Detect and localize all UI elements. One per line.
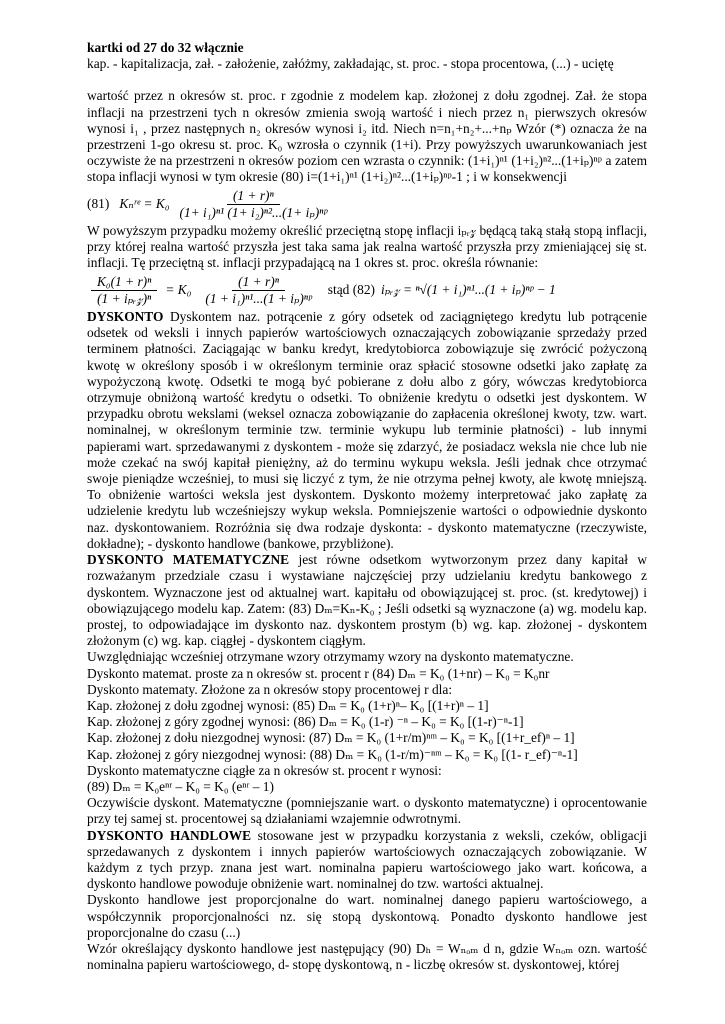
formula-81-label: (81) [87,196,110,212]
formula-line: Uwzględniając wcześniej otrzymane wzory otrzymamy wzory na dyskonto matematyczne. [87,649,574,665]
formula-82-right-fraction [199,274,317,307]
blank-line [87,72,647,88]
formula-line: Kap. złożonej z dołu niezgodnej wynosi: (87) Dₘ = K₀ (1+r/m)ⁿᵐ – K₀ = K₀ [(1+r_ef)ⁿ – 1] [87,730,575,746]
document-title: kartki od 27 do 32 włącznie [87,40,244,55]
handlowe-text: stosowane jest w przypadku korzystania z weksli, czeków, obligacji sprzedawanych z dyskontem i innych papierów wartościowych oznaczających zobowiązanie. W każdym z tych przyp. znana jest wart. nominalna papieru wartościowego jako wart. końcowa, a dyskonto handlowe powoduje obniżenie wart. nominalnej do tzw. wartości aktualnej. [87,827,647,892]
formula-82-left-fraction [91,274,157,307]
handlowe-paragraph-2: Dyskonto handlowe jest proporcjonalne do wart. nominalnej danego papieru wartościowego, a współczynnik proporcjonalności nz. się stopą dyskontową. Ponadto dyskonto handlowe jest proporcjonalne do czasu (...) [87,892,647,940]
formula-82-right-denominator: (1 + i₁)ⁿ¹...(1 + iₚ)ⁿᵖ [205,290,312,306]
intro-paragraph: wartość przez n okresów st. proc. r zgodnie z modelem kap. złożonej z dołu zgodnej. Zał. że stopa inflacji na przestrzeni tych n okresów zmienia swoją wartość i niech przez n₁ pierwszych okresów wynosi i₁ , przez następnych n₂ okresów wynosi i₂ itd. Niech n=n₁+n₂+...+nₚ Wzór (*) oznacza że na przestrzeni 1-go okresu st. proc. K₀ wzrosła o czynnik (1+i). Przy powyższych uwarunkowaniach jest oczywiste że na przestrzeni n okresów poziom cen wzrasta o czynnik: (1+i₁)ⁿ¹ (1+i₂)ⁿ²...(1+iₚ)ⁿᵖ a zatem stopa inflacji wynosi w tym okresie (80) i=(1+i₁)ⁿ¹ (1+i₂)ⁿ²...(1+iₚ)ⁿᵖ-1 ; i w konsekwencji [87,88,647,185]
formula-82-left-numerator: K₀(1 + r)ⁿ [91,274,157,291]
formula-81 [87,188,647,221]
formula-82-mid: = K₀ [165,282,192,298]
formula-line: Kap. złożonej z dołu zgodnej wynosi: (85) Dₘ = K₀ (1+r)ⁿ– K₀ [(1+r)ⁿ – 1] [87,697,489,713]
matematyczne-heading: DYSKONTO MATEMATYCZNE [87,552,290,568]
formula-82 [87,274,647,307]
document-page [87,40,647,973]
handlowe-paragraph [87,828,647,893]
formula-line: (89) Dₘ = K₀eⁿʳ – K₀ = K₀ (eⁿʳ – 1) [87,778,274,794]
formula-81-denominator: (1+ i₁)ⁿ¹ (1+ i₂)ⁿ²...(1+ iₚ)ⁿᵖ [179,204,328,220]
dyskonto-heading: DYSKONTO [87,309,164,325]
formula-line: Dyskonto matematyczne ciągłe za n okresów st. procent r wynosi: [87,762,442,778]
matematyczne-paragraph [87,552,647,649]
formula-82-left-denominator: (1 + iₚᵣ𝓏)ⁿ [97,290,152,306]
formula-82-stad: stąd (82) [327,282,376,298]
formula-81-lhs: Kₙʳᵉ = K₀ [119,196,170,212]
formula-line: Dyskonto matematy. Złożone za n okresów stopy procentowej r dla: [87,681,453,697]
inflation-paragraph: W powyższym przypadku możemy określić przeciętną stopę inflacji iₚᵣ𝓏 będącą taką stałą stopą inflacji, przy której realna wartość przyszła jest taka sama jak realna wartość przyszła przy zmieniającej się st. inflacji. Tę przeciętną st. inflacji przypadającą na 1 okres st. proc. określa równanie: [87,223,647,271]
formula-82-result: iₚᵣ𝓏 = ⁿ√(1 + i₁)ⁿ¹...(1 + iₚ)ⁿᵖ − 1 [381,282,556,298]
oczywiscie-paragraph: Oczywiście dyskont. Matematyczne (pomniejszanie wart. o dyskonto matematyczne) i oprocentowanie przy tej samej st. procentowej są działaniami wzajemnie odwrotnymi. [87,795,647,827]
formula-line: Kap. złożonej z góry niezgodnej wynosi: (88) Dₘ = K₀ (1-r/m)⁻ⁿᵐ – K₀ = K₀ [(1- r_ef)⁻ⁿ-1] [87,746,578,762]
formula-81-fraction [173,188,333,221]
handlowe-paragraph-3: Wzór określający dyskonto handlowe jest następujący (90) Dₕ = Wₙₒₘ d n, gdzie Wₙₒₘ ozn. wartość nominalna papieru wartościowego, d- stopę dyskontową, n - liczbę okresów st. dyskontowej, której [87,940,647,973]
dyskonto-paragraph [87,309,647,552]
formula-line: Dyskonto matemat. proste za n okresów st. procent r (84) Dₘ = K₀ (1+nr) – K₀ = K₀nr [87,665,550,681]
formula-81-numerator: (1 + r)ⁿ [227,188,280,205]
dyskonto-text: Dyskontem naz. potrącenie z góry odsetek od zaciągniętego kredytu lub potrącenie odsetek od weksli i innych papierów wartościowych oznaczających zobowiązanie sprzedaży przed terminem płatności. Zaciągając w banku kredyt, kredytobiorca zobowiązuje się zwrócić pożyczoną kwotę w określony sposób i w określonym terminie oraz spłacić stosowne odsetki jako zapłatę za wypożyczoną kwotę. Odsetki te mogą być pobierane z dołu albo z góry, wówczas kredytobiorca otrzymuje obniżoną wartość kredytu o odsetki. To obniżenie kredytu o odsetki jest dyskontem. W przypadku obrotu wekslami (weksel oznacza zobowiązanie do zapłacenia określonej kwoty, tzw. wart. nominalnej, w określonym terminie tzw. terminie wykupu lub terminie płatności) - lub innymi papierami wart. sprzedawanymi z dyskontem - może się zdarzyć, że posiadacz weksla nie chce lub nie może czekać na swój kapitał pieniężny, aż do terminu wykupu weksla. Jeśli jednak chce otrzymać swoje pieniądze wcześniej, to musi się liczyć z tym, że nie otrzyma pełnej kwoty, ale kwotę mniejszą. To obniżenie wartości weksla jest dyskontem. Dyskonto możemy interpretować jako zapłatę za udzielenie kredytu lub wcześniejszy wykup weksla. Pomniejszenie wartości o odpowiednie dyskonto naz. dyskontowaniem. Rozróżnia się dwa rodzaje dyskonta: - dyskonto matematyczne (rzeczywiste, dokładne); - dyskonto handlowe (bankowe, przybliżone). [87,309,647,551]
abbreviations-line: kap. - kapitalizacja, zał. - założenie, załóżmy, zakładając, st. proc. - stopa procentowa, (...) - uciętę [87,56,614,72]
formula-82-right-numerator: (1 + r)ⁿ [232,274,285,291]
handlowe-heading: DYSKONTO HANDLOWE [87,827,252,843]
matematyczne-text: jest równe odsetkom wytworzonym przez dany kapitał w rozważanym przedziale czasu i wystawiane najczęściej przy udzielaniu kredytu bankowego z dyskontem. Wyznaczone jest od aktualnej wart. kapitału od obowiązującej st. proc. (st. kredytowej) i obowiązującego modelu kap. Zatem: (83) Dₘ=Kₙ-K₀ ; Jeśli odsetki są wyznaczone (a) wg. modelu kap. prostej, to odpowiadające im dyskonto naz. dyskontem prostym (b) wg. kap. złożonej - dyskontem złożonym (c) wg. kap. ciągłej - dyskontem ciągłym. [87,552,647,649]
formula-line: Kap. złożonej z góry zgodnej wynosi: (86) Dₘ = K₀ (1-r) ⁻ⁿ – K₀ = K₀ [(1-r)⁻ⁿ-1] [87,714,524,730]
